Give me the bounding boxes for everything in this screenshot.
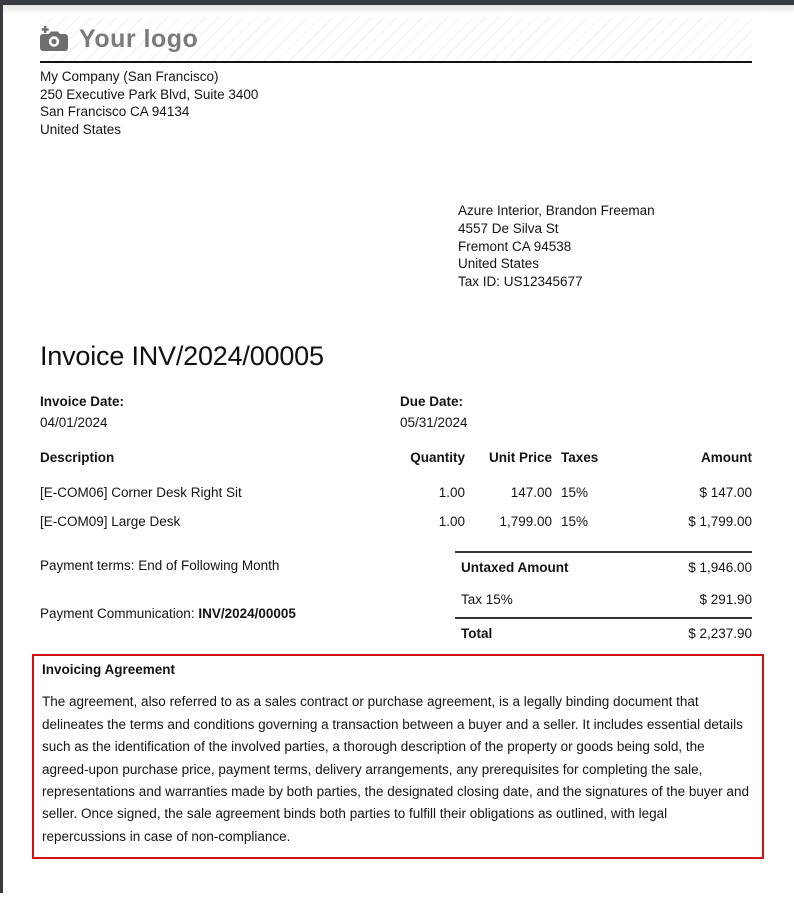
invoice-date-label: Invoice Date:	[40, 394, 125, 410]
customer-address-block	[458, 202, 752, 290]
invoicing-agreement-title: Invoicing Agreement	[42, 662, 176, 678]
logo-placeholder-banner	[40, 17, 752, 61]
seller-address-block	[40, 68, 752, 138]
totals-column	[455, 551, 752, 648]
row-description: [E-COM09] Large Desk	[40, 514, 181, 530]
seller-street: 250 Executive Park Blvd, Suite 3400	[40, 86, 259, 102]
untaxed-amount-row	[455, 553, 752, 582]
payment-communication	[40, 606, 455, 621]
camera-icon	[40, 26, 68, 52]
seller-country: United States	[40, 121, 122, 137]
invoice-date-group	[40, 394, 400, 430]
tax-value: $ 291.90	[699, 592, 752, 608]
invoice-date-value: 04/01/2024	[40, 415, 108, 431]
viewer-frame-shadow	[0, 5, 794, 14]
table-row	[40, 471, 752, 500]
customer-tax-id: Tax ID: US12345677	[458, 273, 583, 289]
total-row	[455, 619, 752, 648]
payment-info-column	[40, 551, 455, 648]
row-unit-price: 1,799.00	[499, 514, 552, 530]
payment-and-totals-section	[40, 551, 752, 648]
header-unit-price: Unit Price	[488, 450, 552, 466]
row-amount: $ 147.00	[699, 485, 752, 501]
tax-label: Tax 15%	[461, 592, 513, 608]
row-amount: $ 1,799.00	[688, 514, 752, 530]
row-taxes: 15%	[561, 485, 589, 501]
line-items-table	[40, 450, 752, 529]
row-taxes: 15%	[561, 514, 589, 530]
tax-row	[455, 582, 752, 617]
customer-country: United States	[458, 256, 540, 272]
untaxed-amount-label: Untaxed Amount	[461, 560, 569, 576]
row-quantity: 1.00	[438, 485, 465, 501]
invoicing-agreement-box	[32, 654, 764, 859]
due-date-label: Due Date:	[400, 394, 464, 410]
total-label: Total	[461, 626, 493, 642]
header-quantity: Quantity	[410, 450, 465, 466]
header-amount: Amount	[701, 450, 752, 466]
seller-name: My Company (San Francisco)	[40, 69, 219, 84]
table-row	[40, 500, 752, 529]
payment-terms: Payment terms: End of Following Month	[40, 558, 280, 574]
payment-communication-value: INV/2024/00005	[198, 606, 296, 622]
customer-street: 4557 De Silva St	[458, 220, 559, 236]
customer-city: Fremont CA 94538	[458, 238, 572, 254]
invoice-page	[0, 5, 794, 859]
viewer-frame-top	[0, 0, 794, 5]
invoice-title: Invoice INV/2024/00005	[40, 341, 324, 372]
untaxed-amount-value: $ 1,946.00	[688, 560, 752, 576]
line-items-header	[40, 450, 752, 471]
invoicing-agreement-body: The agreement, also referred to as a sales contract or purchase agreement, is a legally binding document that delineates the terms and conditions governing a transaction between a buyer and a seller. It includes essential details such as the identification of the involved parties, a thorough description of the property or goods being sold, the agreed-upon purchase price, payment terms, delivery arrangements, any prerequisites for completing the sale, representations and warranties made by both parties, the designated closing date, and the signatures of the buyer and seller. Once signed, the sale agreement binds both parties to fulfill their obligations as outlined, with legal repercussions in case of non-compliance.	[42, 694, 749, 844]
header-description: Description	[40, 450, 115, 466]
row-description: [E-COM06] Corner Desk Right Sit	[40, 485, 242, 501]
seller-city: San Francisco CA 94134	[40, 104, 190, 120]
header-taxes: Taxes	[561, 450, 599, 466]
invoice-dates-row	[40, 394, 752, 430]
viewer-frame-left	[0, 0, 3, 893]
row-unit-price: 147.00	[510, 485, 552, 501]
header-divider	[40, 61, 752, 63]
logo-placeholder-text: Your logo	[79, 24, 199, 53]
due-date-value: 05/31/2024	[400, 415, 468, 431]
payment-communication-label: Payment Communication:	[40, 606, 199, 622]
customer-name: Azure Interior, Brandon Freeman	[458, 203, 655, 219]
row-quantity: 1.00	[438, 514, 465, 530]
due-date-group	[400, 394, 752, 430]
total-value: $ 2,237.90	[688, 626, 752, 642]
